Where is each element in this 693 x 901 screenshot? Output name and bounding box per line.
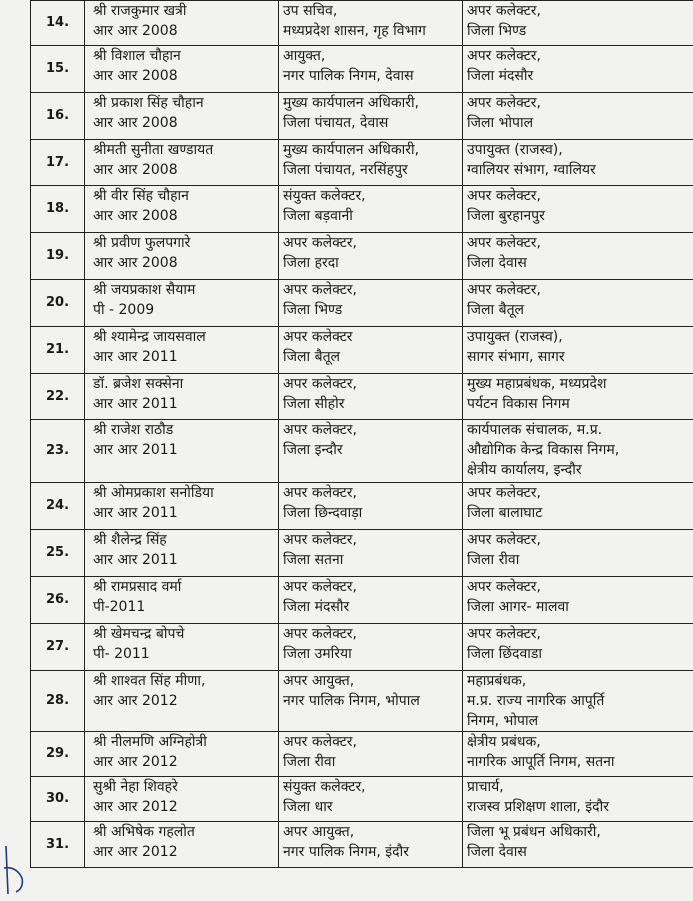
current-posting-cell: [279, 233, 463, 280]
officer-name: श्री ओमप्रकाश सनोडिया: [93, 485, 214, 501]
officer-name: डॉ. ब्रजेश सक्सेना: [93, 376, 184, 392]
current-posting-cell: [279, 420, 463, 483]
current-posting-line: जिला हरदा: [283, 255, 339, 271]
serial-number: 22.: [31, 374, 85, 420]
new-posting-cell: [463, 327, 693, 374]
current-posting-line: अपर कलेक्टर,: [283, 532, 357, 548]
current-posting-line: जिला धार: [283, 799, 333, 815]
new-posting-cell: [463, 374, 693, 420]
new-posting-line: निगम, भोपाल: [467, 713, 539, 729]
current-posting-line: अपर कलेक्टर: [283, 329, 353, 345]
officer-cell: [85, 671, 279, 732]
serial-number: 31.: [31, 822, 85, 868]
officer-batch: आर आर 2008: [93, 162, 178, 178]
current-posting-line: जिला इन्दौर: [283, 442, 343, 458]
new-posting-line: औद्योगिक केन्द्र विकास निगम,: [467, 442, 620, 458]
serial-number: 14.: [31, 1, 85, 46]
officer-cell: [85, 530, 279, 577]
current-posting-line: मुख्य कार्यपालन अधिकारी,: [283, 95, 420, 111]
current-posting-line: जिला भिण्ड: [283, 302, 343, 318]
serial-number: 21.: [31, 327, 85, 374]
new-posting-line: जिला बैतूल: [467, 302, 525, 318]
officer-name: श्री शैलेन्द्र सिंह: [93, 532, 167, 548]
current-posting-cell: [279, 483, 463, 530]
current-posting-line: संयुक्त कलेक्टर,: [283, 188, 366, 204]
officer-cell: [85, 420, 279, 483]
officer-batch: आर आर 2011: [93, 349, 178, 365]
officer-batch: आर आर 2012: [93, 754, 178, 770]
new-posting-cell: [463, 777, 693, 822]
table-row: [31, 420, 693, 483]
new-posting-line: जिला छिंदवाडा: [467, 646, 542, 662]
new-posting-line: अपर कलेक्टर,: [467, 485, 541, 501]
serial-number: 28.: [31, 671, 85, 732]
new-posting-line: मुख्य महाप्रबंधक, मध्यप्रदेश: [467, 376, 607, 392]
table-row: [31, 777, 693, 822]
officer-batch: आर आर 2011: [93, 505, 178, 521]
officer-cell: [85, 46, 279, 93]
new-posting-line: अपर कलेक्टर,: [467, 48, 541, 64]
officer-name: श्री राजेश राठौड: [93, 422, 174, 438]
new-posting-line: जिला रीवा: [467, 552, 520, 568]
current-posting-cell: [279, 140, 463, 186]
officer-batch: आर आर 2012: [93, 693, 178, 709]
current-posting-cell: [279, 732, 463, 777]
serial-number: 24.: [31, 483, 85, 530]
transfer-table: [30, 0, 693, 868]
officer-name: श्री विशाल चौहान: [93, 48, 181, 64]
new-posting-cell: [463, 577, 693, 624]
current-posting-line: अपर कलेक्टर,: [283, 485, 357, 501]
officer-name: श्रीमती सुनीता खण्डायत: [93, 142, 214, 158]
current-posting-cell: [279, 280, 463, 327]
new-posting-line: अपर कलेक्टर,: [467, 532, 541, 548]
serial-number: 18.: [31, 186, 85, 233]
current-posting-line: नगर पालिक निगम, देवास: [283, 68, 414, 84]
new-posting-line: राजस्व प्रशिक्षण शाला, इंदौर: [467, 799, 609, 815]
serial-number: 15.: [31, 46, 85, 93]
current-posting-cell: [279, 624, 463, 671]
officer-cell: [85, 624, 279, 671]
officer-cell: [85, 777, 279, 822]
current-posting-cell: [279, 530, 463, 577]
serial-number: 20.: [31, 280, 85, 327]
current-posting-line: अपर कलेक्टर,: [283, 734, 357, 750]
transfer-rows: [31, 1, 693, 868]
new-posting-cell: [463, 46, 693, 93]
current-posting-line: जिला पंचायत, नरसिंहपुर: [283, 162, 408, 178]
officer-cell: [85, 186, 279, 233]
officer-batch: आर आर 2008: [93, 208, 178, 224]
current-posting-line: मुख्य कार्यपालन अधिकारी,: [283, 142, 420, 158]
officer-cell: [85, 93, 279, 140]
current-posting-line: संयुक्त कलेक्टर,: [283, 779, 366, 795]
current-posting-line: अपर कलेक्टर,: [283, 626, 357, 642]
serial-number: 29.: [31, 732, 85, 777]
current-posting-line: जिला रीवा: [283, 754, 336, 770]
new-posting-line: अपर कलेक्टर,: [467, 579, 541, 595]
current-posting-line: जिला मंदसौर: [283, 599, 350, 615]
current-posting-line: जिला बड़वानी: [283, 208, 353, 224]
table-row: [31, 530, 693, 577]
officer-cell: [85, 280, 279, 327]
new-posting-line: जिला बालाघाट: [467, 505, 543, 521]
officer-name: श्री प्रवीण फुलपगारे: [93, 235, 191, 251]
current-posting-cell: [279, 577, 463, 624]
table-row: [31, 822, 693, 868]
new-posting-cell: [463, 732, 693, 777]
new-posting-line: अपर कलेक्टर,: [467, 95, 541, 111]
officer-name: श्री वीर सिंह चौहान: [93, 188, 189, 204]
serial-number: 17.: [31, 140, 85, 186]
new-posting-line: अपर कलेक्टर,: [467, 188, 541, 204]
new-posting-line: ग्वालियर संभाग, ग्वालियर: [467, 162, 596, 178]
current-posting-cell: [279, 671, 463, 732]
current-posting-cell: [279, 186, 463, 233]
officer-cell: [85, 327, 279, 374]
current-posting-cell: [279, 777, 463, 822]
table-row: [31, 280, 693, 327]
current-posting-cell: [279, 374, 463, 420]
officer-batch: आर आर 2012: [93, 799, 178, 815]
officer-cell: [85, 577, 279, 624]
table-row: [31, 1, 693, 46]
new-posting-line: जिला भू प्रबंधन अधिकारी,: [467, 824, 601, 840]
current-posting-line: जिला पंचायत, देवास: [283, 115, 389, 131]
officer-name: सुश्री नेहा शिवहरे: [93, 779, 178, 795]
new-posting-cell: [463, 671, 693, 732]
officer-name: श्री जयप्रकाश सैयाम: [93, 282, 196, 298]
officer-name: श्री खेमचन्द्र बोपचे: [93, 626, 185, 642]
new-posting-line: पर्यटन विकास निगम: [467, 396, 570, 412]
table-row: [31, 671, 693, 732]
current-posting-line: अपर कलेक्टर,: [283, 579, 357, 595]
new-posting-line: नागरिक आपूर्ति निगम, सतना: [467, 754, 615, 770]
new-posting-line: अपर कलेक्टर,: [467, 3, 541, 19]
serial-number: 16.: [31, 93, 85, 140]
current-posting-line: नगर पालिक निगम, इंदौर: [283, 844, 409, 860]
new-posting-line: जिला बुरहानपुर: [467, 208, 545, 224]
officer-name: श्री अभिषेक गहलोत: [93, 824, 195, 840]
new-posting-line: जिला आगर- मालवा: [467, 599, 569, 615]
officer-cell: [85, 732, 279, 777]
officer-name: श्री रामप्रसाद वर्मा: [93, 579, 182, 595]
new-posting-line: जिला देवास: [467, 255, 527, 271]
table-row: [31, 732, 693, 777]
new-posting-line: जिला भिण्ड: [467, 23, 527, 39]
new-posting-line: उपायुक्त (राजस्व),: [467, 142, 563, 158]
new-posting-cell: [463, 530, 693, 577]
officer-cell: [85, 374, 279, 420]
officer-batch: पी-2011: [93, 599, 146, 615]
officer-batch: आर आर 2008: [93, 255, 178, 271]
officer-name: श्री प्रकाश सिंह चौहान: [93, 95, 204, 111]
serial-number: 23.: [31, 420, 85, 483]
current-posting-line: अपर कलेक्टर,: [283, 282, 357, 298]
serial-number: 30.: [31, 777, 85, 822]
new-posting-line: जिला भोपाल: [467, 115, 534, 131]
handwritten-margin-mark: [2, 838, 26, 898]
new-posting-cell: [463, 140, 693, 186]
new-posting-cell: [463, 186, 693, 233]
new-posting-cell: [463, 483, 693, 530]
serial-number: 25.: [31, 530, 85, 577]
current-posting-line: नगर पालिक निगम, भोपाल: [283, 693, 420, 709]
current-posting-line: अपर कलेक्टर,: [283, 422, 357, 438]
officer-batch: आर आर 2008: [93, 68, 178, 84]
new-posting-cell: [463, 233, 693, 280]
current-posting-cell: [279, 1, 463, 46]
current-posting-cell: [279, 822, 463, 868]
officer-batch: पी- 2011: [93, 646, 150, 662]
officer-cell: [85, 483, 279, 530]
officer-batch: पी - 2009: [93, 302, 155, 318]
table-row: [31, 624, 693, 671]
table-row: [31, 374, 693, 420]
new-posting-line: जिला मंदसौर: [467, 68, 534, 84]
table-row: [31, 483, 693, 530]
new-posting-line: जिला देवास: [467, 844, 527, 860]
new-posting-line: अपर कलेक्टर,: [467, 626, 541, 642]
serial-number: 19.: [31, 233, 85, 280]
table-row: [31, 46, 693, 93]
officer-batch: आर आर 2008: [93, 23, 178, 39]
new-posting-line: कार्यपालक संचालक, म.प्र.: [467, 422, 603, 438]
current-posting-line: उप सचिव,: [283, 3, 338, 19]
new-posting-line: अपर कलेक्टर,: [467, 282, 541, 298]
new-posting-cell: [463, 280, 693, 327]
officer-batch: आर आर 2011: [93, 442, 178, 458]
officer-batch: आर आर 2011: [93, 552, 178, 568]
new-posting-line: अपर कलेक्टर,: [467, 235, 541, 251]
new-posting-line: सागर संभाग, सागर: [467, 349, 565, 365]
officer-cell: [85, 1, 279, 46]
new-posting-line: क्षेत्रीय प्रबंधक,: [467, 734, 541, 750]
new-posting-cell: [463, 93, 693, 140]
current-posting-cell: [279, 327, 463, 374]
current-posting-line: जिला बैतूल: [283, 349, 341, 365]
current-posting-line: अपर कलेक्टर,: [283, 235, 357, 251]
current-posting-cell: [279, 46, 463, 93]
new-posting-cell: [463, 1, 693, 46]
table-row: [31, 186, 693, 233]
table-row: [31, 327, 693, 374]
new-posting-line: म.प्र. राज्य नागरिक आपूर्ति: [467, 693, 605, 709]
new-posting-line: उपायुक्त (राजस्व),: [467, 329, 563, 345]
officer-cell: [85, 822, 279, 868]
new-posting-cell: [463, 822, 693, 868]
officer-cell: [85, 233, 279, 280]
current-posting-line: जिला उमरिया: [283, 646, 352, 662]
officer-batch: आर आर 2012: [93, 844, 178, 860]
current-posting-cell: [279, 93, 463, 140]
current-posting-line: मध्यप्रदेश शासन, गृह विभाग: [283, 23, 426, 39]
current-posting-line: जिला सतना: [283, 552, 344, 568]
officer-name: श्री नीलमणि अग्निहोत्री: [93, 734, 207, 750]
table-row: [31, 577, 693, 624]
current-posting-line: जिला छिन्दवाड़ा: [283, 505, 363, 521]
new-posting-line: क्षेत्रीय कार्यालय, इन्दौर: [467, 462, 582, 478]
officer-batch: आर आर 2011: [93, 396, 178, 412]
current-posting-line: आयुक्त,: [283, 48, 326, 64]
new-posting-line: प्राचार्य,: [467, 779, 504, 795]
officer-name: श्री श्यामेन्द्र जायसवाल: [93, 329, 206, 345]
officer-batch: आर आर 2008: [93, 115, 178, 131]
officer-name: श्री राजकुमार खत्री: [93, 3, 187, 19]
table-row: [31, 140, 693, 186]
current-posting-line: अपर आयुक्त,: [283, 824, 355, 840]
current-posting-line: जिला सीहोर: [283, 396, 345, 412]
current-posting-line: अपर कलेक्टर,: [283, 376, 357, 392]
officer-name: श्री शाश्वत सिंह मीणा,: [93, 673, 206, 689]
new-posting-cell: [463, 420, 693, 483]
officer-cell: [85, 140, 279, 186]
table-row: [31, 233, 693, 280]
new-posting-cell: [463, 624, 693, 671]
serial-number: 26.: [31, 577, 85, 624]
new-posting-line: महाप्रबंधक,: [467, 673, 527, 689]
serial-number: 27.: [31, 624, 85, 671]
current-posting-line: अपर आयुक्त,: [283, 673, 355, 689]
table-row: [31, 93, 693, 140]
